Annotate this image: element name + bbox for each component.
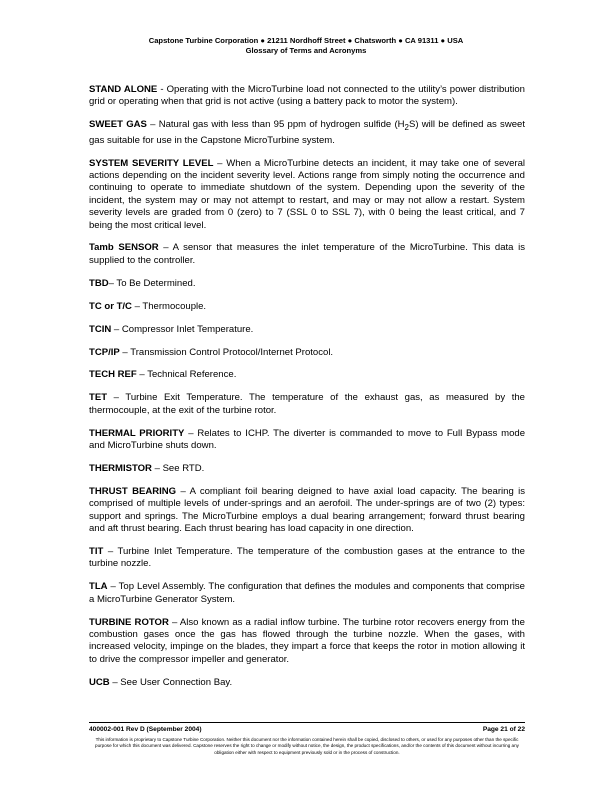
definition: – To Be Determined. (108, 277, 196, 289)
definition: – Transmission Control Protocol/Internet Protocol. (119, 346, 334, 358)
subscript: 2 (404, 123, 409, 133)
glossary-entry-thrust-bearing (89, 486, 525, 536)
definition: – Relates to ICHP. The diverter is commanded to move to Full Bypass mode and MicroTurbine shuts down. (89, 427, 526, 452)
glossary-entry-tet (89, 392, 525, 417)
term: TC or T/C (89, 300, 132, 312)
definition: – Top Level Assembly. The configuration that defines the modules and components that comprise a MicroTurbine Generator System. (89, 581, 525, 605)
definition: – Turbine Inlet Temperature. The temperature of the combustion gases at the entrance to the turbine nozzle. (89, 545, 525, 570)
term: THRUST BEARING (89, 485, 177, 497)
term: THERMAL PRIORITY (89, 427, 185, 439)
definition: – Compressor Inlet Temperature. (111, 323, 254, 335)
term: TCIN (89, 323, 112, 335)
term: STAND ALONE (89, 84, 158, 95)
term: SWEET GAS (89, 119, 147, 131)
term: TURBINE ROTOR (89, 616, 169, 628)
definition: – Turbine Exit Temperature. The temperature of the exhaust gas, as measured by the thermocouple, at the exit of the turbine rotor. (89, 392, 525, 416)
glossary-entry-ucb (89, 677, 525, 689)
term: TCP/IP (89, 346, 120, 358)
glossary-entry-tit (89, 546, 525, 571)
term: TIT (89, 545, 104, 557)
definition: – See RTD. (151, 462, 205, 474)
glossary-entry-tc (89, 301, 525, 313)
glossary-entry-turbine-rotor (89, 617, 525, 667)
page-header (0, 36, 612, 56)
glossary-entry-tcp-ip (89, 347, 525, 359)
glossary-entry-thermistor (89, 463, 525, 475)
term: TBD (89, 277, 109, 289)
glossary-entry-tech-ref (89, 369, 525, 381)
definition: – Natural gas with less than 95 ppm of hydrogen sulfide (H (146, 119, 405, 131)
document-title: Glossary of Terms and Acronyms (245, 46, 367, 55)
definition: – Thermocouple. (131, 300, 207, 312)
term: TLA (89, 581, 108, 593)
term: TET (89, 392, 108, 404)
glossary-entry-tla (89, 581, 525, 606)
definition: – When a MicroTurbine detects an incident, it may take one of several actions depending on the incident severity level. Actions range from simply noting the occurrence and continuing to operate to immediate shutdown of the system. Depending upon the severity of the incident, the system may or may not attempt to restart, and may or may not allow a restart. System severity levels are graded from 0 (zero) to 7 (SSL 0 to SSL 7), with 0 being the least critical, and 7 being the most critical level. (89, 157, 526, 231)
definition: – Technical Reference. (136, 369, 237, 381)
term: SYSTEM SEVERITY LEVEL (89, 157, 214, 169)
glossary-entry-tbd (89, 278, 525, 290)
document-id: 400002-001 Rev D (September 2004) (89, 726, 202, 733)
glossary-entry-thermal-priority (89, 428, 525, 453)
footer-divider (89, 722, 525, 723)
glossary-entry-stand-alone (89, 84, 525, 109)
company-address: Capstone Turbine Corporation ● 21211 Nordhoff Street ● Chatsworth ● CA 91311 ● USA (148, 36, 464, 45)
glossary-entry-tamb-sensor (89, 242, 525, 267)
definition: – See User Connection Bay. (109, 676, 233, 688)
definition: - Operating with the MicroTurbine load not connected to the utility’s power distribution grid or operating when that grid is not active (using a battery pack to motor the system). (89, 84, 525, 108)
glossary-entry-sweet-gas (89, 119, 525, 147)
glossary-body (89, 84, 525, 700)
page-number: Page 21 of 22 (482, 726, 525, 733)
definition: – A compliant foil bearing deigned to have axial load capacity. The bearing is comprised of multiple levels of under-springs and an aerofoil. The under-springs are of two (2) types: support and springs. The MicroTurbine employs a dual bearing arrangement; forward thrust bearing and aft thrust bearing. Each thrust bearing has load capacity in one direction. (89, 485, 526, 535)
term: UCB (89, 676, 110, 688)
definition-cont: S) will be defined as sweet gas suitable for use in the Capstone MicroTurbine system. (89, 119, 525, 146)
glossary-entry-system-severity-level (89, 158, 525, 232)
term: TECH REF (89, 369, 137, 381)
definition: – A sensor that measures the inlet temperature of the MicroTurbine. This data is supplied to the controller. (89, 242, 525, 266)
definition: – Also known as a radial inflow turbine. The turbine rotor recovers energy from the combustion gases once the gas has flowed through the turbine nozzle. When the gases, with increased velocity, impinge on the blades, they impart a force that keeps the rotor in motion allowing it to drive the compressor impeller and generator. (89, 616, 525, 665)
term: Tamb SENSOR (89, 242, 159, 254)
glossary-entry-tcin (89, 324, 525, 336)
proprietary-notice: This information is proprietary to Capstone Turbine Corporation. Neither this document nor the information contained herein shall be copied, disclosed to others, or used for any purposes other than the specific purpose for which this document was delivered. Capstone reserves the right to change or modify without notice, the design, the product specifications, and/or the contents of this document without incurring any obligation either with respect to equipment previously sold or in the process of construction. (95, 737, 519, 755)
term: THERMISTOR (89, 462, 152, 474)
